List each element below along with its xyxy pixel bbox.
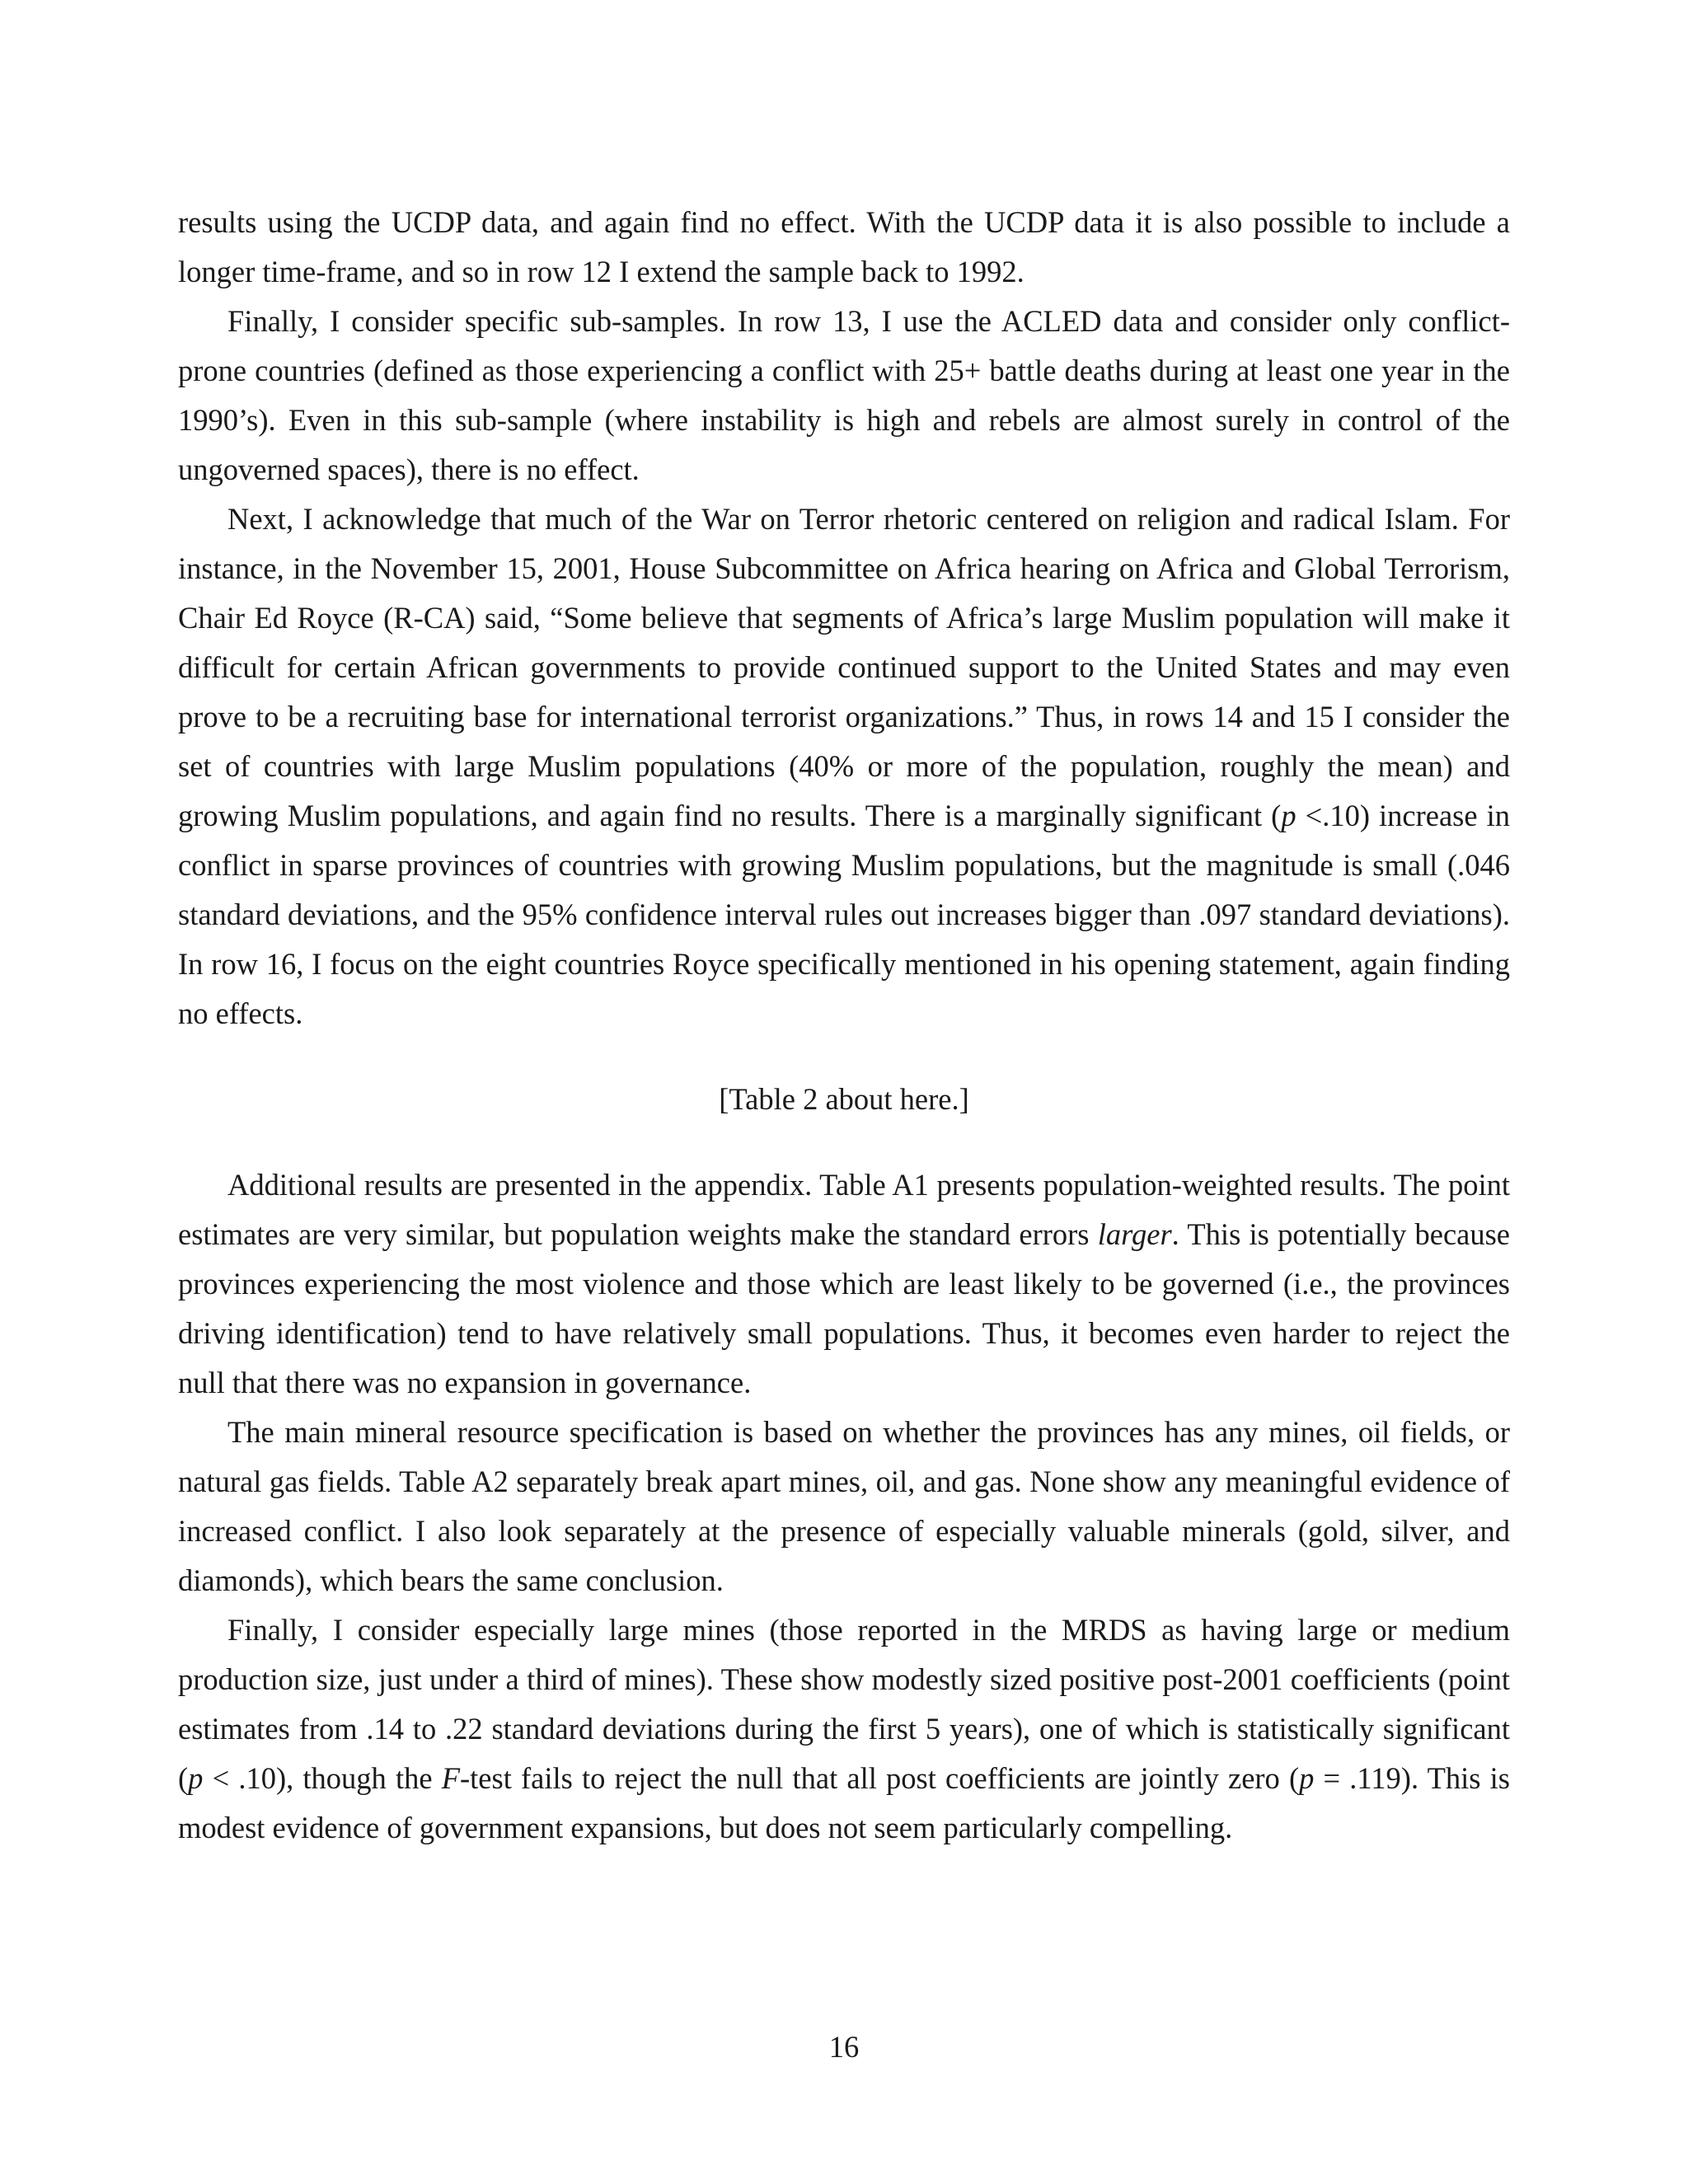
paragraph-text: . This is potentially because provinces experiencing the most violence and those which are least likely to be governed (i.e., the provinces driving identification) tend to have relatively small populations. Thus, it becomes even harder to reject the null that there was no expansion in governance. — [178, 1217, 1510, 1399]
math-italic-text: p — [188, 1761, 204, 1795]
paragraph-text: Finally, I consider specific sub-samples. In row 13, I use the ACLED data and consider only conflict-prone countries (defined as those experiencing a conflict with 25+ battle deaths during at least one year in the 1990’s). Even in this sub-sample (where instability is high and rebels are almost surely in control of the ungoverned spaces), there is no effect. — [178, 304, 1510, 486]
paragraph-p5 — [178, 1408, 1510, 1605]
paragraph-text: The main mineral resource specification is based on whether the provinces has any mines, oil fields, or natural gas fields. Table A2 separately break apart mines, oil, and gas. None show any meaningful evidence of increased conflict. I also look separately at the presence of especially valuable minerals (gold, silver, and diamonds), which bears the same conclusion. — [178, 1415, 1510, 1597]
paragraph-text: results using the UCDP data, and again find no effect. With the UCDP data it is also possible to include a longer time-frame, and so in row 12 I extend the sample back to 1992. — [178, 205, 1510, 288]
paragraph-p3 — [178, 494, 1510, 1038]
paragraphs-bottom — [178, 1160, 1510, 1853]
paragraph-text: <.10) increase in conflict in sparse provinces of countries with growing Muslim populations, but the magnitude is small (.046 standard deviations, and the 95% confidence interval rules out increases bigger than .097 standard deviations). In row 16, I focus on the eight countries Royce specifically mentioned in his opening statement, again finding no effects. — [178, 799, 1510, 1030]
paragraph-text: Finally, I consider especially large mines (those reported in the MRDS as having large or medium production size, just under a third of mines). These show modestly sized positive post-2001 coefficients (point estimates from .14 to .22 standard deviations during the first 5 years), one of which is statistically significant ( — [178, 1613, 1510, 1795]
math-italic-text: p — [1281, 799, 1296, 832]
paragraph-text: < .10), though the — [203, 1761, 442, 1795]
paragraph-p1 — [178, 198, 1510, 297]
paragraph-text: -test fails to reject the null that all post coefficients are jointly zero ( — [460, 1761, 1300, 1795]
paragraphs-top — [178, 198, 1510, 1038]
math-italic-text: F — [441, 1761, 461, 1795]
page-body — [178, 198, 1510, 1853]
paragraph-p4 — [178, 1160, 1510, 1408]
paragraph-text: = .119). This is modest evidence of government expansions, but does not seem particularly compelling. — [178, 1761, 1510, 1844]
paragraph-text: Next, I acknowledge that much of the War on Terror rhetoric centered on religion and radical Islam. For instance, in the November 15, 2001, House Subcommittee on Africa hearing on Africa and Global Terrorism, Chair Ed Royce (R-CA) said, “Some believe that segments of Africa’s large Muslim population will make it difficult for certain African governments to provide continued support to the United States and may even prove to be a recruiting base for international terrorist organizations.” Thus, in rows 14 and 15 I consider the set of countries with large Muslim populations (40% or more of the population, roughly the mean) and growing Muslim populations, and again find no results. There is a marginally significant ( — [178, 502, 1510, 832]
paragraph-p6 — [178, 1605, 1510, 1853]
paragraph-text: Additional results are presented in the appendix. Table A1 presents population-weighted results. The point estimates are very similar, but population weights make the standard errors — [178, 1168, 1510, 1251]
paragraph-p2 — [178, 297, 1510, 494]
math-italic-text: p — [1299, 1761, 1315, 1795]
math-italic-text: larger — [1097, 1217, 1172, 1251]
table-placeholder: [Table 2 about here.] — [719, 1082, 969, 1116]
page-number: 16 — [828, 2030, 860, 2064]
